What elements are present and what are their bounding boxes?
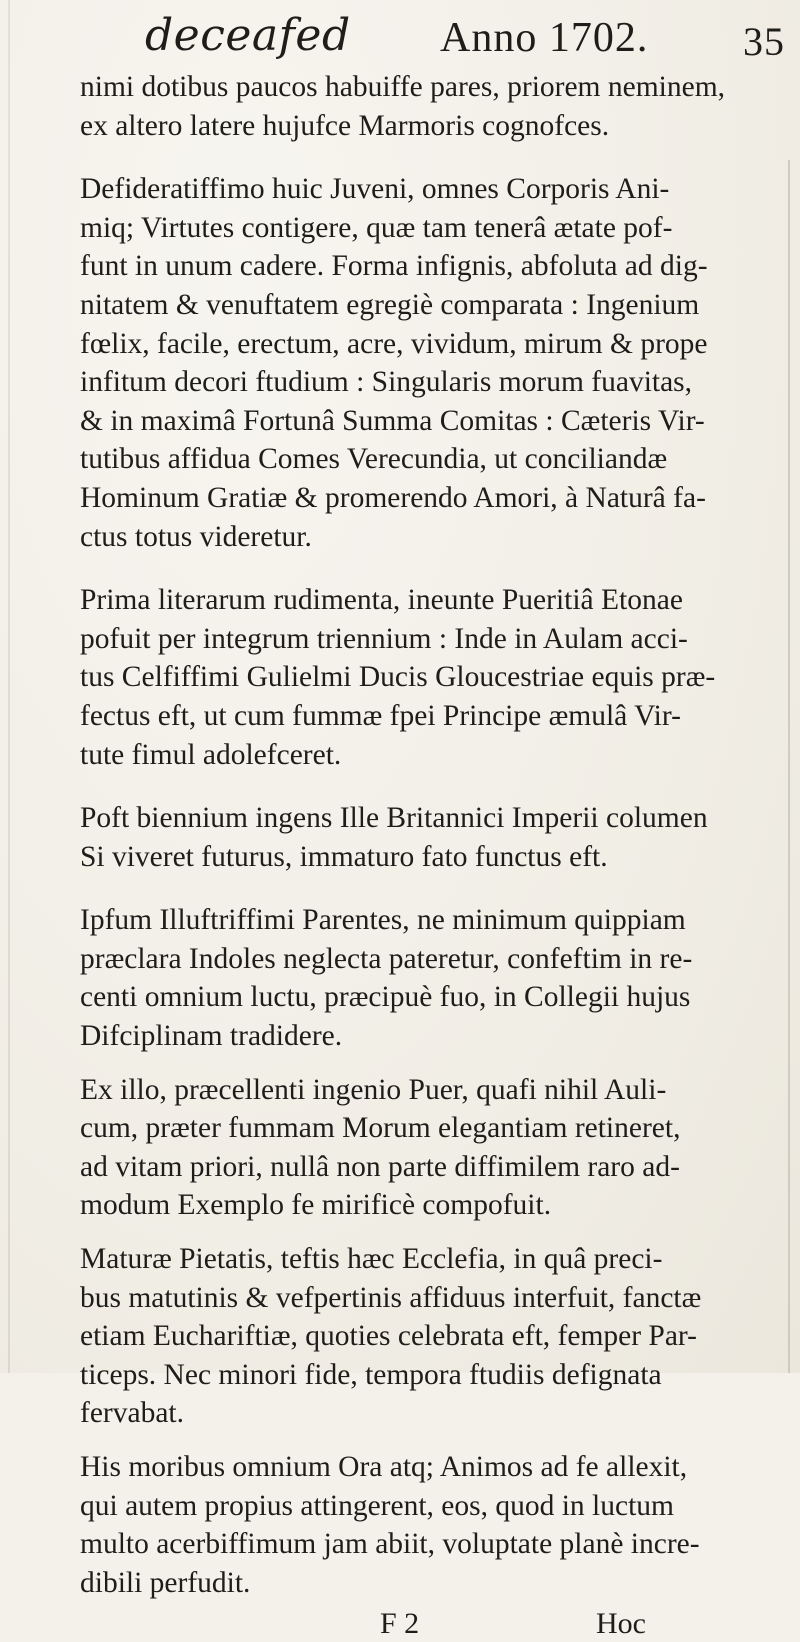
paragraph xyxy=(80,1071,780,1225)
text-line: dibili perfudit. xyxy=(80,1566,251,1599)
text-line: miq; Virtutes contigere, quæ tam tenerâ ætate pof- xyxy=(80,211,673,244)
paragraph xyxy=(80,68,780,145)
text-line: infitum decori ftudium : Singularis morum fuavitas, xyxy=(80,366,693,399)
running-header xyxy=(145,10,785,70)
page-footer xyxy=(80,1606,780,1642)
paragraph xyxy=(80,799,780,876)
text-line: qui autem propius attingerent, eos, quod in luctum xyxy=(80,1489,674,1522)
paragraph xyxy=(80,1240,780,1433)
text-line: multo acerbiffimum jam abiit, voluptate planè incre- xyxy=(80,1528,700,1561)
text-line: fectus eft, ut cum fummæ fpei Principe æmulâ Vir- xyxy=(80,699,681,732)
paragraph xyxy=(80,901,780,1055)
text-line: pofuit per integrum triennium : Inde in Aulam acci- xyxy=(80,622,688,655)
text-line: cum, præter fummam Morum elegantiam retineret, xyxy=(80,1112,681,1145)
text-line: præclara Indoles neglecta pateretur, confeftim in re- xyxy=(80,942,693,975)
text-line: funt in unum cadere. Forma infignis, abfoluta ad dig- xyxy=(80,250,708,283)
text-line: Poft biennium ingens Ille Britannici Imperii columen xyxy=(80,802,708,835)
running-year: Anno 1702. xyxy=(440,15,649,61)
body-text xyxy=(80,68,780,1642)
text-line: Difciplinam tradidere. xyxy=(80,1020,343,1053)
paragraph xyxy=(80,1448,780,1602)
text-line: ctus totus videretur. xyxy=(80,520,312,553)
paragraph xyxy=(80,581,780,774)
text-line: fervabat. xyxy=(80,1397,184,1430)
text-line: Si viveret futurus, immaturo fato functus eft. xyxy=(80,840,608,873)
text-line: Defideratiffimo huic Juveni, omnes Corporis Ani- xyxy=(80,173,670,206)
text-line: & in maximâ Fortunâ Summa Comitas : Cæteris Vir- xyxy=(80,404,705,437)
text-line: ad vitam priori, nullâ non parte diffimilem raro ad- xyxy=(80,1150,680,1183)
page-number: 35 xyxy=(743,19,785,64)
text-line: tutibus affidua Comes Verecundia, ut conciliandæ xyxy=(80,443,668,476)
text-line: nimi dotibus paucos habuiffe pares, priorem neminem, xyxy=(80,71,726,103)
text-line: Hominum Gratiæ & promerendo Amori, à Naturâ fa- xyxy=(80,481,706,514)
text-line: tute fimul adolefceret. xyxy=(80,738,342,771)
text-line: tus Celfiffimi Gulielmi Ducis Gloucestriae equis præ- xyxy=(80,661,716,694)
catchword: Hoc xyxy=(596,1607,646,1641)
page-gutter-shadow xyxy=(8,0,10,1373)
text-line: His moribus omnium Ora atq; Animos ad fe allexit, xyxy=(80,1451,688,1483)
page-edge-shadow xyxy=(788,160,790,1373)
text-line: bus matutinis & vefpertinis affiduus interfuit, fanctæ xyxy=(80,1281,702,1314)
text-line: Ex illo, præcellenti ingenio Puer, quafi nihil Auli- xyxy=(80,1073,667,1106)
text-line: Prima literarum rudimenta, ineunte Pueritiâ Etonae xyxy=(80,584,683,617)
text-line: Maturæ Pietatis, teftis hæc Ecclefia, in quâ preci- xyxy=(80,1243,663,1276)
text-line: ticeps. Nec minori fide, tempora ftudiis defignata xyxy=(80,1358,662,1391)
text-line: centi omnium luctu, præcipuè fuo, in Collegii hujus xyxy=(80,981,691,1014)
text-line: modum Exemplo fe mirificè compofuit. xyxy=(80,1189,552,1222)
text-line: nitatem & venuftatem egregiè comparata : Ingenium xyxy=(80,288,700,321)
text-line: ex altero latere hujufce Marmoris cognofces. xyxy=(80,109,610,142)
text-line: fœlix, facile, erectum, acre, vividum, mirum & prope xyxy=(80,327,708,360)
signature-mark: F 2 xyxy=(380,1607,420,1641)
text-line: etiam Euchariftiæ, quoties celebrata eft, femper Par- xyxy=(80,1320,697,1353)
paragraph xyxy=(80,170,780,556)
text-line: Ipfum Illuftriffimi Parentes, ne minimum quippiam xyxy=(80,904,686,937)
running-title: deceafed xyxy=(145,10,351,61)
